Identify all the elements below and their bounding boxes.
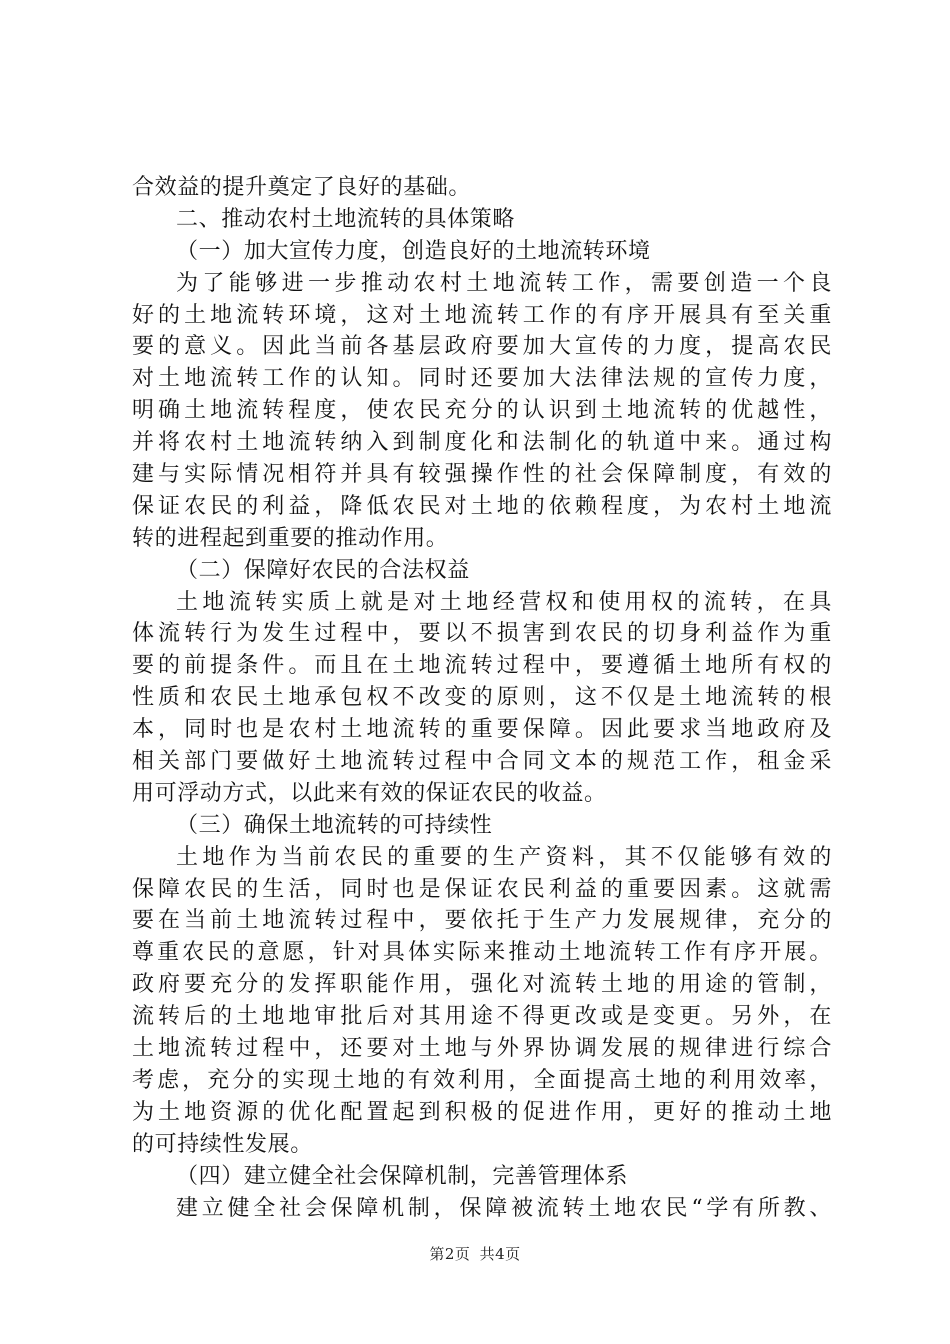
text-line: 好的土地流转环境，这对土地流转工作的有序开展具有至关重	[132, 302, 832, 328]
text-line: 政府要充分的发挥职能作用，强化对流转土地的用途的管制，	[132, 972, 832, 998]
text-line: 土地流转过程中，还要对土地与外界协调发展的规律进行综合	[132, 1036, 832, 1062]
text-line: 明确土地流转程度，使农民充分的认识到土地流转的优越性，	[132, 398, 832, 424]
text-line: 本，同时也是农村土地流转的重要保障。因此要求当地政府及	[132, 717, 832, 743]
text-line: 建与实际情况相符并具有较强操作性的社会保障制度，有效的	[132, 462, 832, 488]
text-line: （四）建立健全社会保障机制，完善管理体系	[176, 1163, 629, 1189]
text-line: 对土地流转工作的认知。同时还要加大法律法规的宣传力度，	[132, 366, 832, 392]
text-line: 的可持续性发展。	[132, 1131, 313, 1157]
text-line: 要在当前土地流转过程中，要依托于生产力发展规律，充分的	[132, 908, 832, 934]
text-line: （二）保障好农民的合法权益	[176, 557, 470, 583]
text-line: 合效益的提升奠定了良好的基础。	[132, 175, 472, 200]
text-line: （一）加大宣传力度，创造良好的土地流转环境	[176, 238, 651, 264]
text-line: 保障农民的生活，同时也是保证农民利益的重要因素。这就需	[132, 876, 832, 902]
text-line: 转的进程起到重要的推动作用。	[132, 525, 449, 551]
page-total: 共4页	[479, 1245, 521, 1263]
text-line: 并将农村土地流转纳入到制度化和法制化的轨道中来。通过构	[132, 430, 832, 456]
page-number: 第2页	[429, 1245, 471, 1263]
text-line: 要的意义。因此当前各基层政府要加大宣传的力度，提高农民	[132, 334, 832, 360]
text-line: 为了能够进一步推动农村土地流转工作，需要创造一个良	[176, 270, 832, 296]
text-line: 保证农民的利益，降低农民对土地的依赖程度，为农村土地流	[132, 493, 832, 519]
text-line: 性质和农民土地承包权不改变的原则，这不仅是土地流转的根	[132, 685, 832, 711]
text-line: 二、推动农村土地流转的具体策略	[176, 206, 516, 232]
text-line: 相关部门要做好土地流转过程中合同文本的规范工作，租金采	[132, 749, 832, 775]
document-body	[132, 172, 832, 1224]
text-line: 用可浮动方式，以此来有效的保证农民的收益。	[132, 780, 607, 806]
text-line: 为土地资源的优化配置起到积极的促进作用，更好的推动土地	[132, 1099, 832, 1125]
text-line: 流转后的土地地审批后对其用途不得更改或是变更。另外，在	[132, 1004, 832, 1030]
text-line: 土地流转实质上就是对土地经营权和使用权的流转，在具	[176, 589, 832, 615]
text-line: 考虑，充分的实现土地的有效利用，全面提高土地的利用效率，	[132, 1067, 832, 1093]
text-line: 要的前提条件。而且在土地流转过程中，要遵循土地所有权的	[132, 653, 832, 679]
text-line: 建立健全社会保障机制，保障被流转土地农民“学有所教、	[176, 1195, 832, 1221]
text-line: （三）确保土地流转的可持续性	[176, 812, 493, 838]
text-line: 体流转行为发生过程中，要以不损害到农民的切身利益作为重	[132, 621, 832, 647]
text-line: 土地作为当前农民的重要的生产资料，其不仅能够有效的	[176, 844, 832, 870]
text-line: 尊重农民的意愿，针对具体实际来推动土地流转工作有序开展。	[132, 940, 832, 966]
page-footer	[0, 1243, 950, 1264]
